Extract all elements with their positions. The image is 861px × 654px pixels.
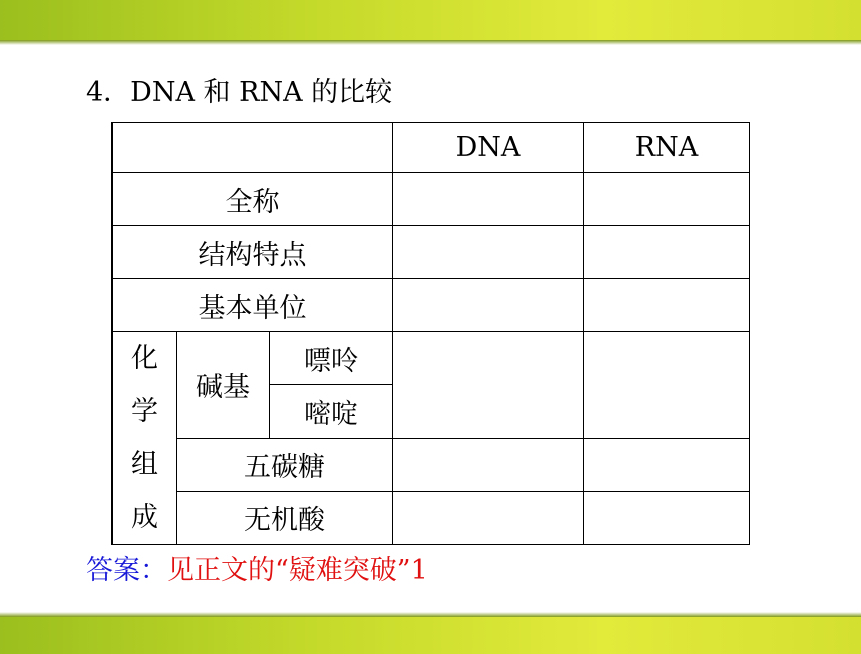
group-char: 化 xyxy=(131,343,158,374)
header-rna: RNA xyxy=(584,123,750,173)
table-row xyxy=(112,491,750,544)
cell-dna-fullname xyxy=(393,173,584,226)
row-label-structure: 结构特点 xyxy=(112,226,393,279)
row-label-pyrimidine: 嘧啶 xyxy=(270,385,393,438)
row-label-fullname: 全称 xyxy=(112,173,393,226)
row-label-sugar: 五碳糖 xyxy=(177,438,393,491)
cell-rna-sugar xyxy=(584,438,750,491)
group-char: 组 xyxy=(131,449,158,480)
top-banner xyxy=(0,0,861,40)
row-label-unit: 基本单位 xyxy=(112,279,393,332)
table-row xyxy=(112,279,750,332)
table-row xyxy=(112,173,750,226)
cell-dna-sugar xyxy=(393,438,584,491)
slide-heading: 4．DNA 和 RNA 的比较 xyxy=(86,77,393,108)
group-char: 学 xyxy=(131,396,158,427)
header-blank-cell xyxy=(112,123,393,173)
row-label-base: 碱基 xyxy=(177,332,270,439)
answer-line xyxy=(86,548,428,587)
table-row xyxy=(112,438,750,491)
table-row xyxy=(112,123,750,173)
row-label-purine: 嘌呤 xyxy=(270,332,393,385)
cell-rna-structure xyxy=(584,226,750,279)
answer-text: 见正文的“疑难突破”1 xyxy=(167,555,428,586)
row-label-acid: 无机酸 xyxy=(177,491,393,544)
cell-rna-fullname xyxy=(584,173,750,226)
group-char: 成 xyxy=(131,502,158,533)
table-row xyxy=(112,332,750,385)
table-row xyxy=(112,226,750,279)
cell-dna-unit xyxy=(393,279,584,332)
cell-rna-unit xyxy=(584,279,750,332)
cell-rna-base xyxy=(584,332,750,439)
cell-dna-base xyxy=(393,332,584,439)
group-label-chemical-composition xyxy=(112,332,177,545)
cell-dna-acid xyxy=(393,491,584,544)
header-dna: DNA xyxy=(393,123,584,173)
answer-label: 答案： xyxy=(86,555,167,586)
cell-dna-structure xyxy=(393,226,584,279)
bottom-banner xyxy=(0,617,861,654)
comparison-table xyxy=(111,122,750,545)
cell-rna-acid xyxy=(584,491,750,544)
